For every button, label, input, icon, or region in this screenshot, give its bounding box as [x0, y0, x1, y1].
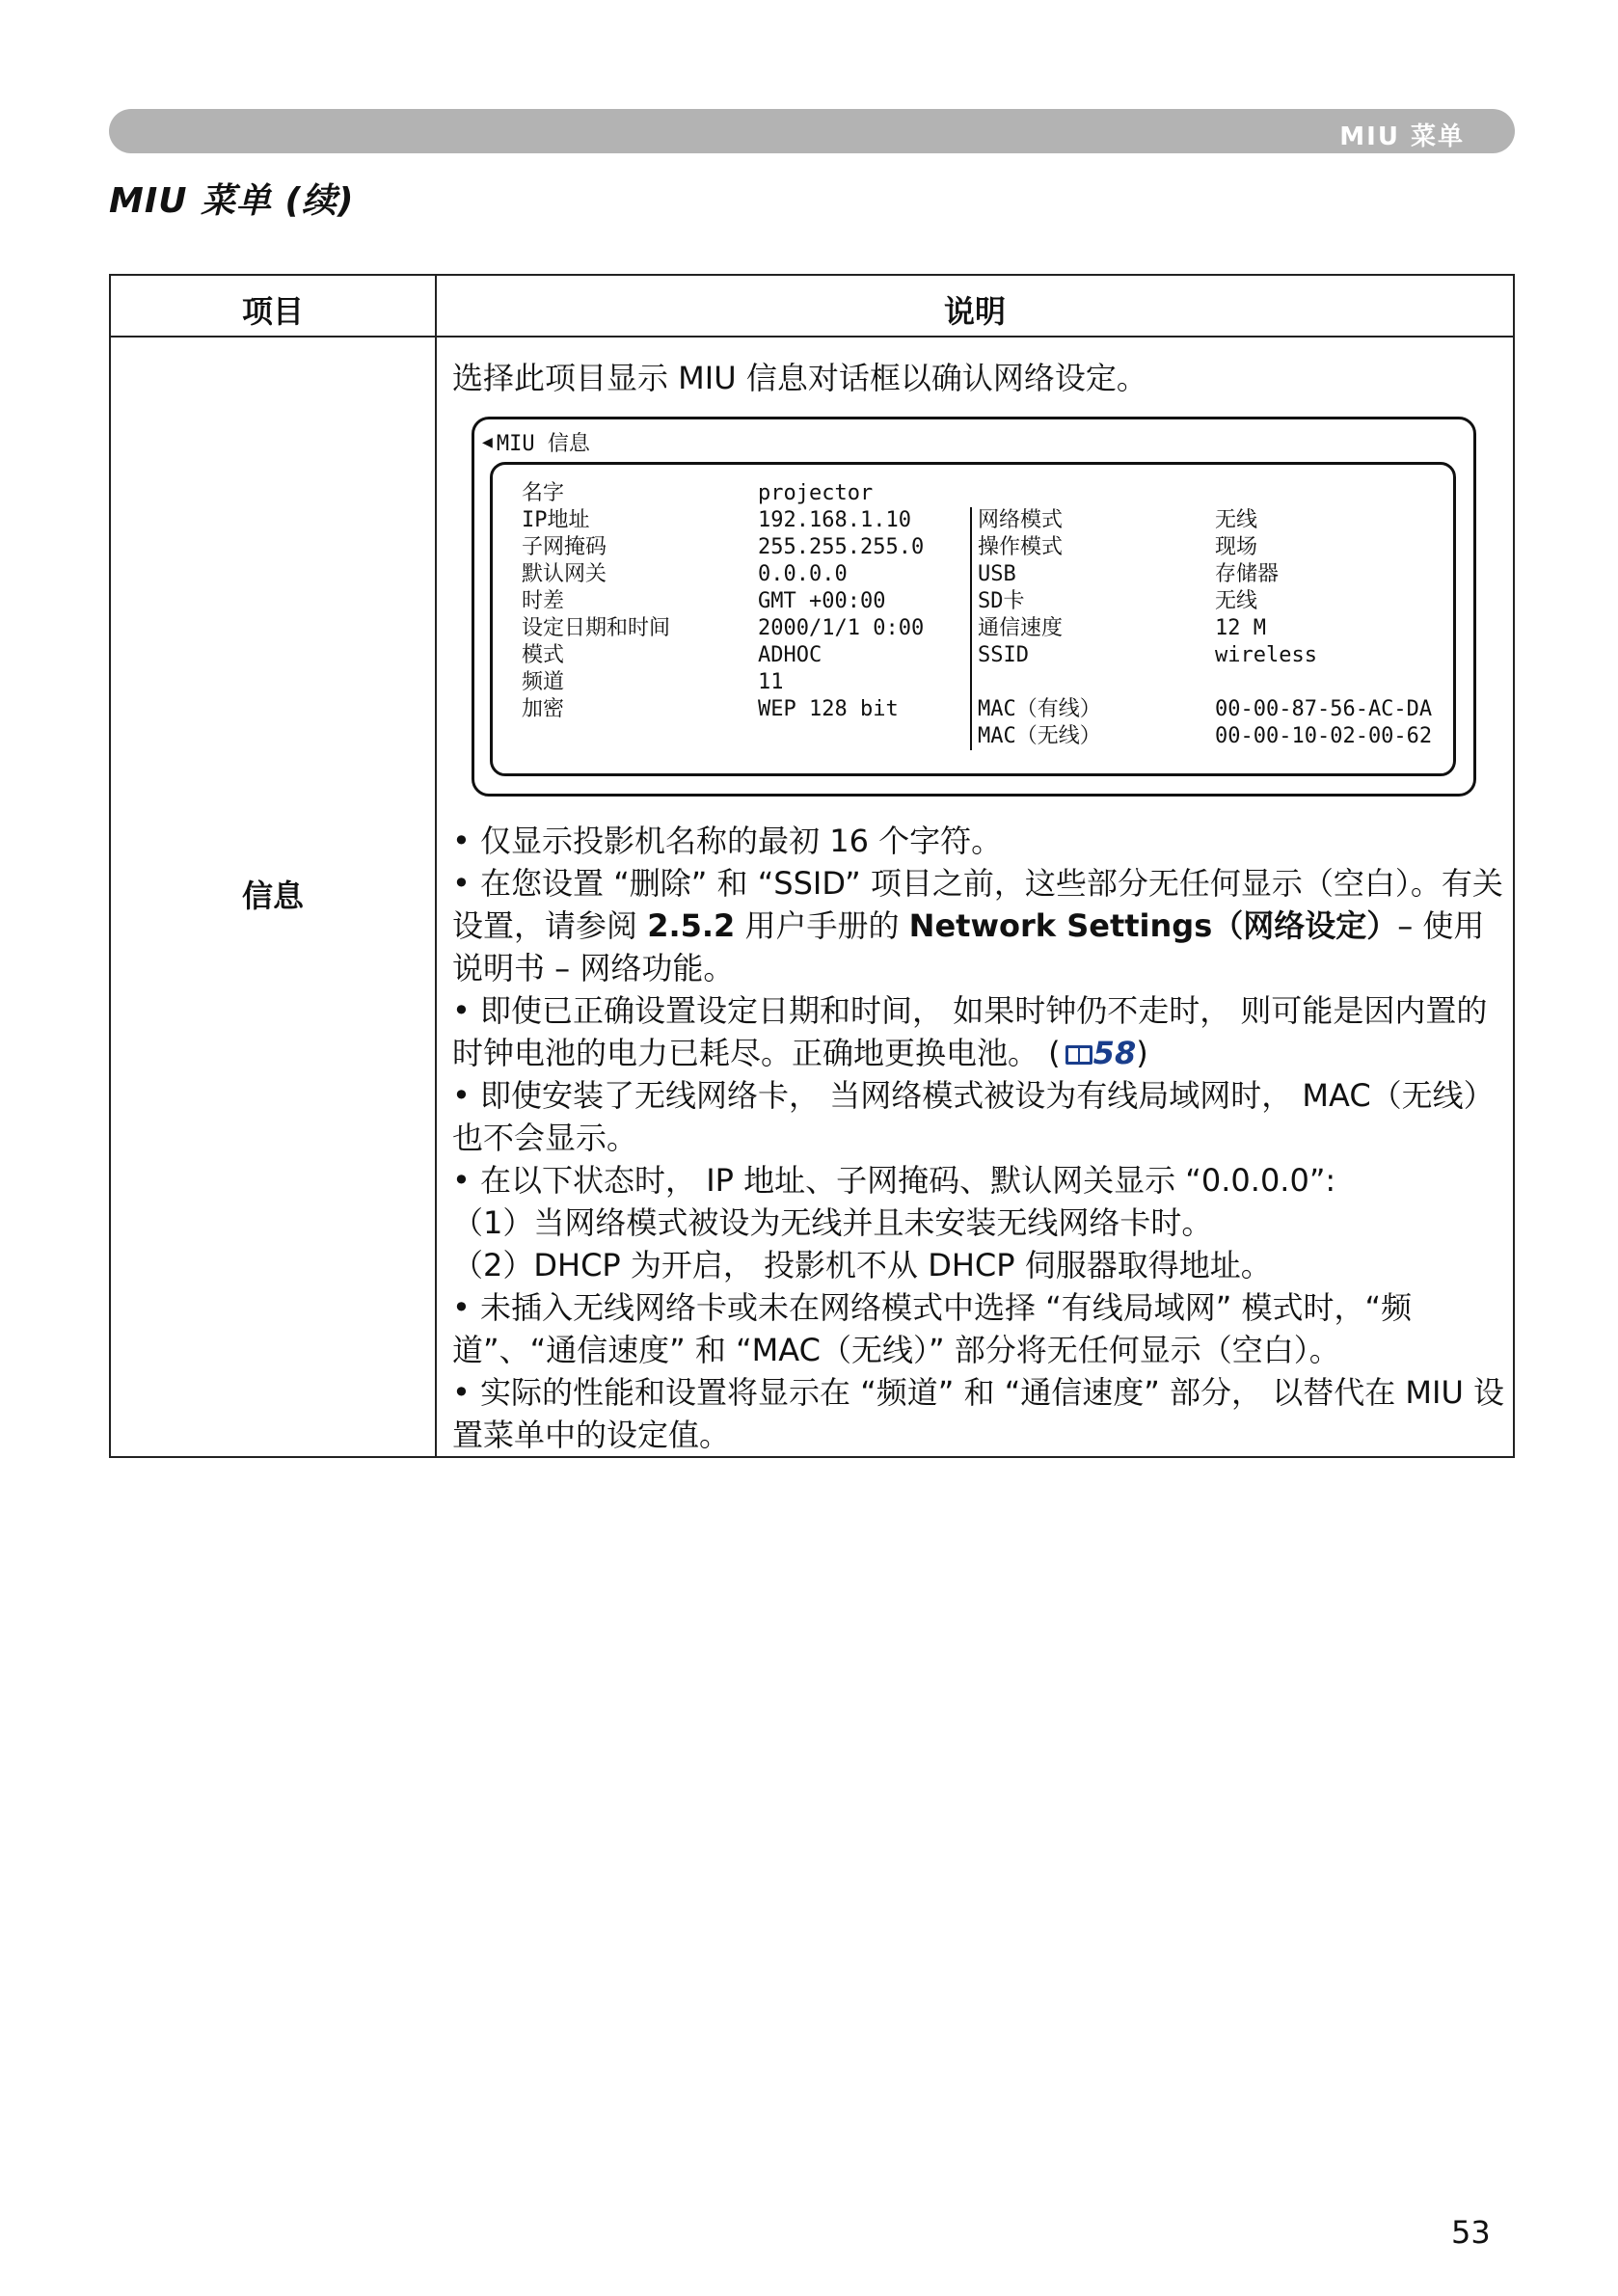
note-item: • 仅显示投影机名称的最初 16 个字符。	[452, 823, 1003, 859]
info-key: MAC（无线）	[978, 724, 1101, 748]
info-key: 通信速度	[978, 616, 1064, 640]
info-value: GMT +00:00	[758, 589, 886, 613]
note-item	[452, 862, 1505, 989]
info-value: 无线	[1215, 589, 1258, 613]
row-label-info: 信息	[241, 878, 304, 914]
info-row	[978, 696, 1437, 723]
info-row	[522, 561, 989, 588]
description-cell	[452, 338, 1505, 1456]
book-icon	[1065, 1035, 1093, 1058]
info-row	[522, 642, 989, 669]
info-row	[978, 588, 1437, 615]
note-item: （1）当网络模式被设为无线并且未安装无线网络卡时。	[452, 1204, 1213, 1241]
info-value: ADHOC	[758, 643, 822, 667]
info-value: 00-00-10-02-00-62	[1215, 724, 1433, 748]
info-row	[978, 534, 1437, 561]
info-key: SD卡	[978, 589, 1025, 613]
note-item: （2）DHCP 为开启， 投影机不从 DHCP 伺服器取得地址。	[452, 1247, 1272, 1283]
info-value: 2000/1/1 0:00	[758, 616, 925, 640]
notes-list	[452, 820, 1505, 1456]
info-value: WEP 128 bit	[758, 697, 899, 721]
note-item	[452, 989, 1505, 1074]
note-text: – 使用说明书 – 网络功能。	[452, 907, 1485, 986]
info-value: 00-00-87-56-AC-DA	[1215, 697, 1433, 721]
page-reference[interactable]: 58	[1092, 1035, 1137, 1071]
column-divider	[435, 276, 437, 1456]
info-value: 11	[758, 670, 784, 694]
back-arrow-icon: ◀	[482, 432, 493, 452]
info-key: IP地址	[522, 508, 590, 532]
section-ref: 2.5.2	[647, 907, 736, 944]
menu-table	[109, 274, 1515, 1458]
miu-info-dialog	[472, 417, 1476, 797]
info-key: 名字	[522, 481, 565, 505]
note-item: • 在以下状态时， IP 地址、子网掩码、默认网关显示 “0.0.0.0”:	[452, 1162, 1336, 1199]
info-key: USB	[978, 562, 1016, 586]
info-value	[1215, 669, 1437, 696]
dialog-info-panel	[490, 462, 1456, 776]
info-key: 时差	[522, 589, 565, 613]
info-value: 现场	[1215, 535, 1258, 559]
header-label: MIU 菜单	[1339, 122, 1465, 151]
info-key	[978, 669, 1215, 696]
info-key: SSID	[978, 643, 1029, 667]
info-value: 0.0.0.0	[758, 562, 848, 586]
info-key: 频道	[522, 670, 565, 694]
info-value: projector	[758, 481, 874, 505]
info-value: 存储器	[1215, 562, 1280, 586]
info-row	[978, 669, 1437, 696]
dialog-title	[482, 427, 590, 457]
info-value: 12 M	[1215, 616, 1266, 640]
info-key: 默认网关	[522, 562, 607, 586]
info-row	[522, 480, 989, 507]
column-header-item: 项目	[241, 293, 304, 330]
column-header-description: 说明	[943, 293, 1006, 330]
note-text: • 在您设置 “删除” 和 “SSID” 项目之前，这些部分无任何显示（空白）。有关设置，请参阅	[452, 865, 1503, 944]
note-item: • 即使安装了无线网络卡， 当网络模式被设为有线局域网时， MAC（无线）也不会显示。	[452, 1077, 1495, 1156]
info-row	[978, 561, 1437, 588]
info-value: 255.255.255.0	[758, 535, 925, 559]
network-settings-ref: Network Settings（网络设定）	[908, 907, 1398, 944]
info-value: 无线	[1215, 508, 1258, 532]
info-value: wireless	[1215, 643, 1317, 667]
header-bar	[109, 109, 1515, 153]
note-text: 用户手册的	[735, 907, 909, 944]
section-title: MIU 菜单 (续)	[109, 181, 355, 221]
info-row	[522, 534, 989, 561]
info-right-column	[970, 507, 1437, 750]
info-key: 模式	[522, 643, 565, 667]
info-row	[978, 642, 1437, 669]
note-item: • 未插入无线网络卡或未在网络模式中选择 “有线局域网” 模式时，“频道”、“通信速度” 和 “MAC（无线）” 部分将无任何显示（空白）。	[452, 1289, 1413, 1368]
info-key: 设定日期和时间	[522, 616, 671, 640]
info-row	[522, 507, 989, 534]
page-number: 53	[1451, 2214, 1491, 2251]
intro-text: 选择此项目显示 MIU 信息对话框以确认网络设定。	[452, 360, 1147, 396]
info-key: 加密	[522, 697, 565, 721]
info-row	[978, 723, 1437, 750]
info-key: 操作模式	[978, 535, 1064, 559]
info-key: 子网掩码	[522, 535, 607, 559]
info-key: 网络模式	[978, 508, 1064, 532]
note-item: • 实际的性能和设置将显示在 “频道” 和 “通信速度” 部分， 以替代在 MIU 设置菜单中的设定值。	[452, 1374, 1505, 1453]
info-value: 192.168.1.10	[758, 508, 911, 532]
info-key: MAC（有线）	[978, 697, 1101, 721]
note-text: • 即使已正确设置设定日期和时间， 如果时钟仍不走时， 则可能是因内置的时钟电池的电力已耗尽。正确地更换电池。 (	[452, 992, 1488, 1071]
info-row	[522, 669, 989, 696]
info-row	[522, 615, 989, 642]
info-row	[522, 696, 989, 723]
info-row	[522, 588, 989, 615]
note-text: )	[1136, 1035, 1148, 1071]
info-left-column	[522, 480, 989, 723]
info-row	[978, 507, 1437, 534]
dialog-title-text: MIU 信息	[496, 432, 590, 456]
info-row	[978, 615, 1437, 642]
